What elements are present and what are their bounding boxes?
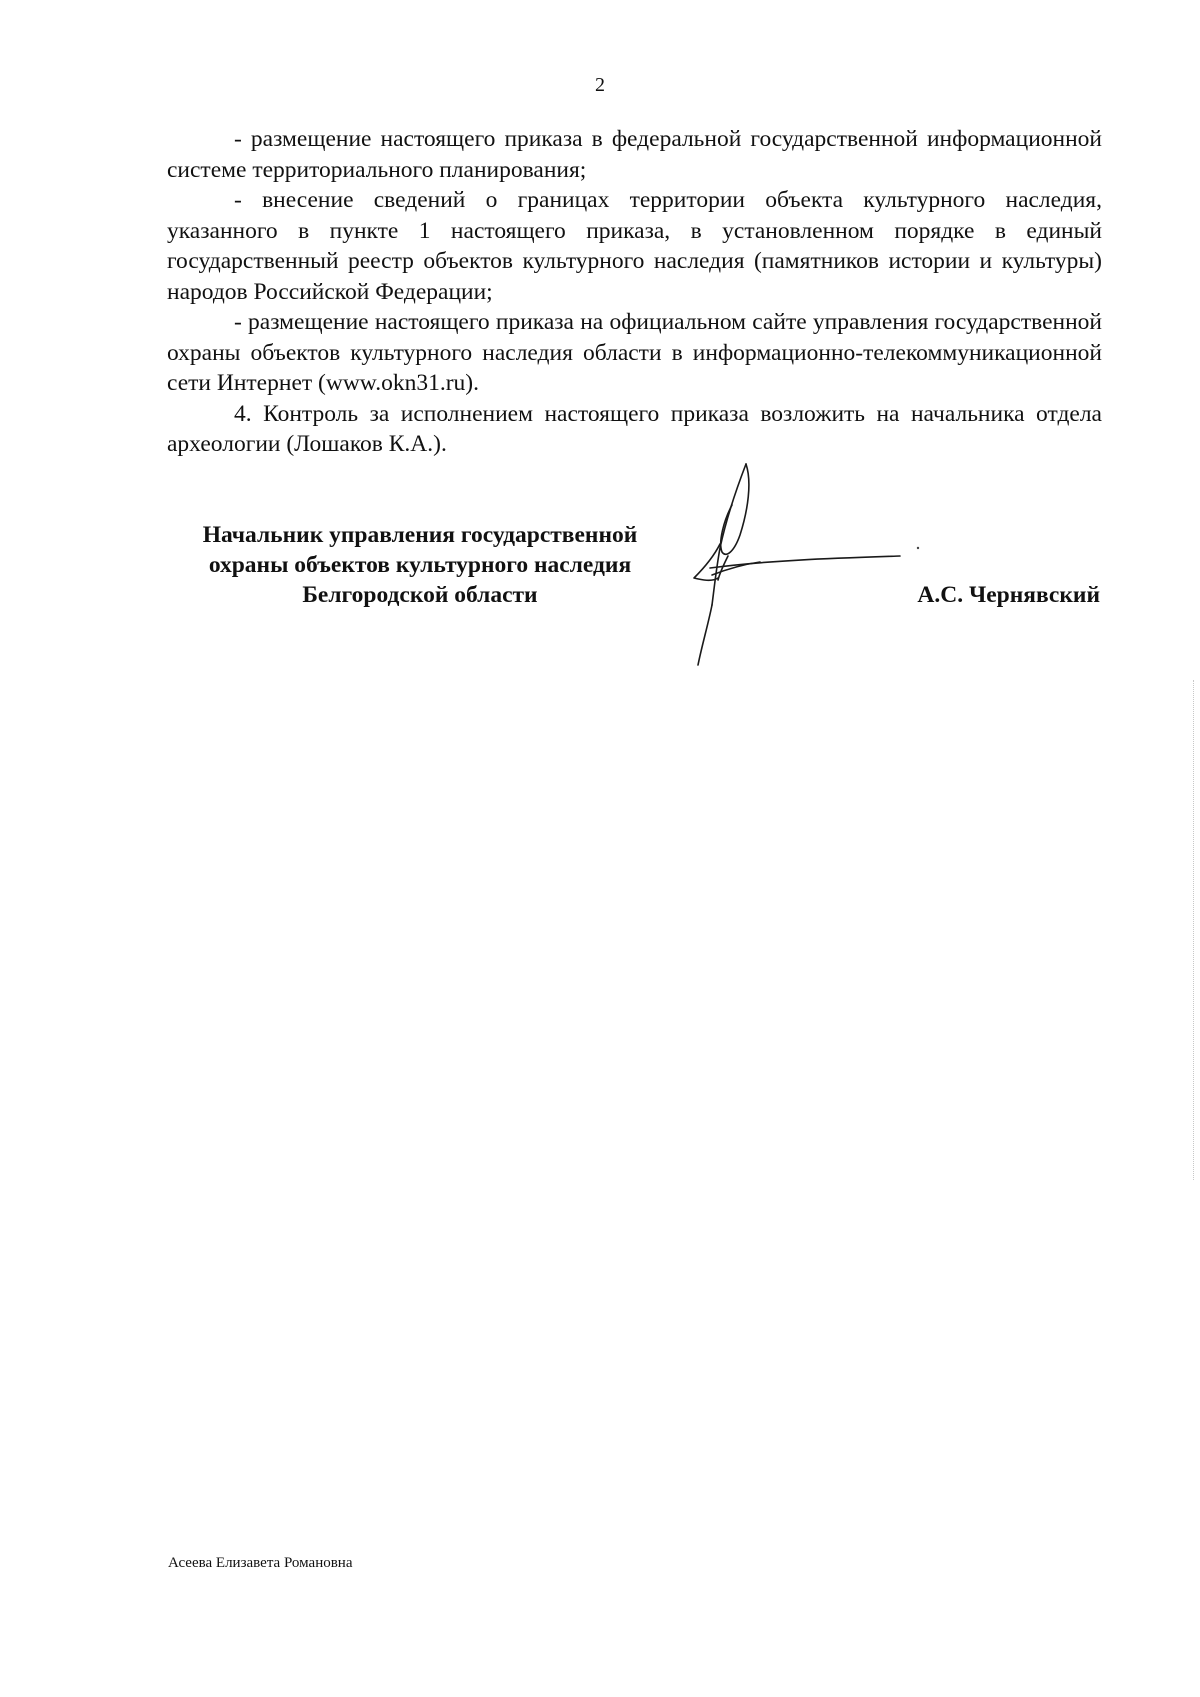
executor-name: Асеева Елизавета Романовна — [168, 1555, 353, 1571]
signatory-position-line: Начальник управления государственной — [202, 522, 638, 548]
paragraph-registry-entry: - внесение сведений о границах территории объекта культурного наследия, указанного в пункте 1 настоящего приказа, в установленном порядке в единый государственный реестр объектов культурного наследия (памятников истории и культуры) народов Российской Федерации; — [167, 187, 1102, 305]
signatory-position — [160, 520, 680, 610]
signatory-name: А.С. Чернявский — [917, 582, 1100, 608]
signatory-position-line: Белгородской области — [302, 582, 538, 608]
document-body — [167, 124, 1102, 460]
signatory-position-line: охраны объектов культурного наследия — [208, 552, 632, 578]
scan-edge-artifact — [1192, 680, 1194, 1180]
paragraph-website-placement: - размещение настоящего приказа на официальном сайте управления государственной охраны объектов культурного наследия области в информационно-телекоммуникационной сети Интернет (www.okn31.ru). — [167, 309, 1102, 396]
handwritten-signature — [690, 460, 940, 670]
paragraph-control-clause: 4. Контроль за исполнением настоящего приказа возложить на начальника отдела археологии (Лошаков К.А.). — [167, 400, 1102, 457]
paragraph-fgis-placement: - размещение настоящего приказа в федеральной государственной информационной системе территориального планирования; — [167, 126, 1102, 183]
page-number: 2 — [595, 74, 605, 96]
